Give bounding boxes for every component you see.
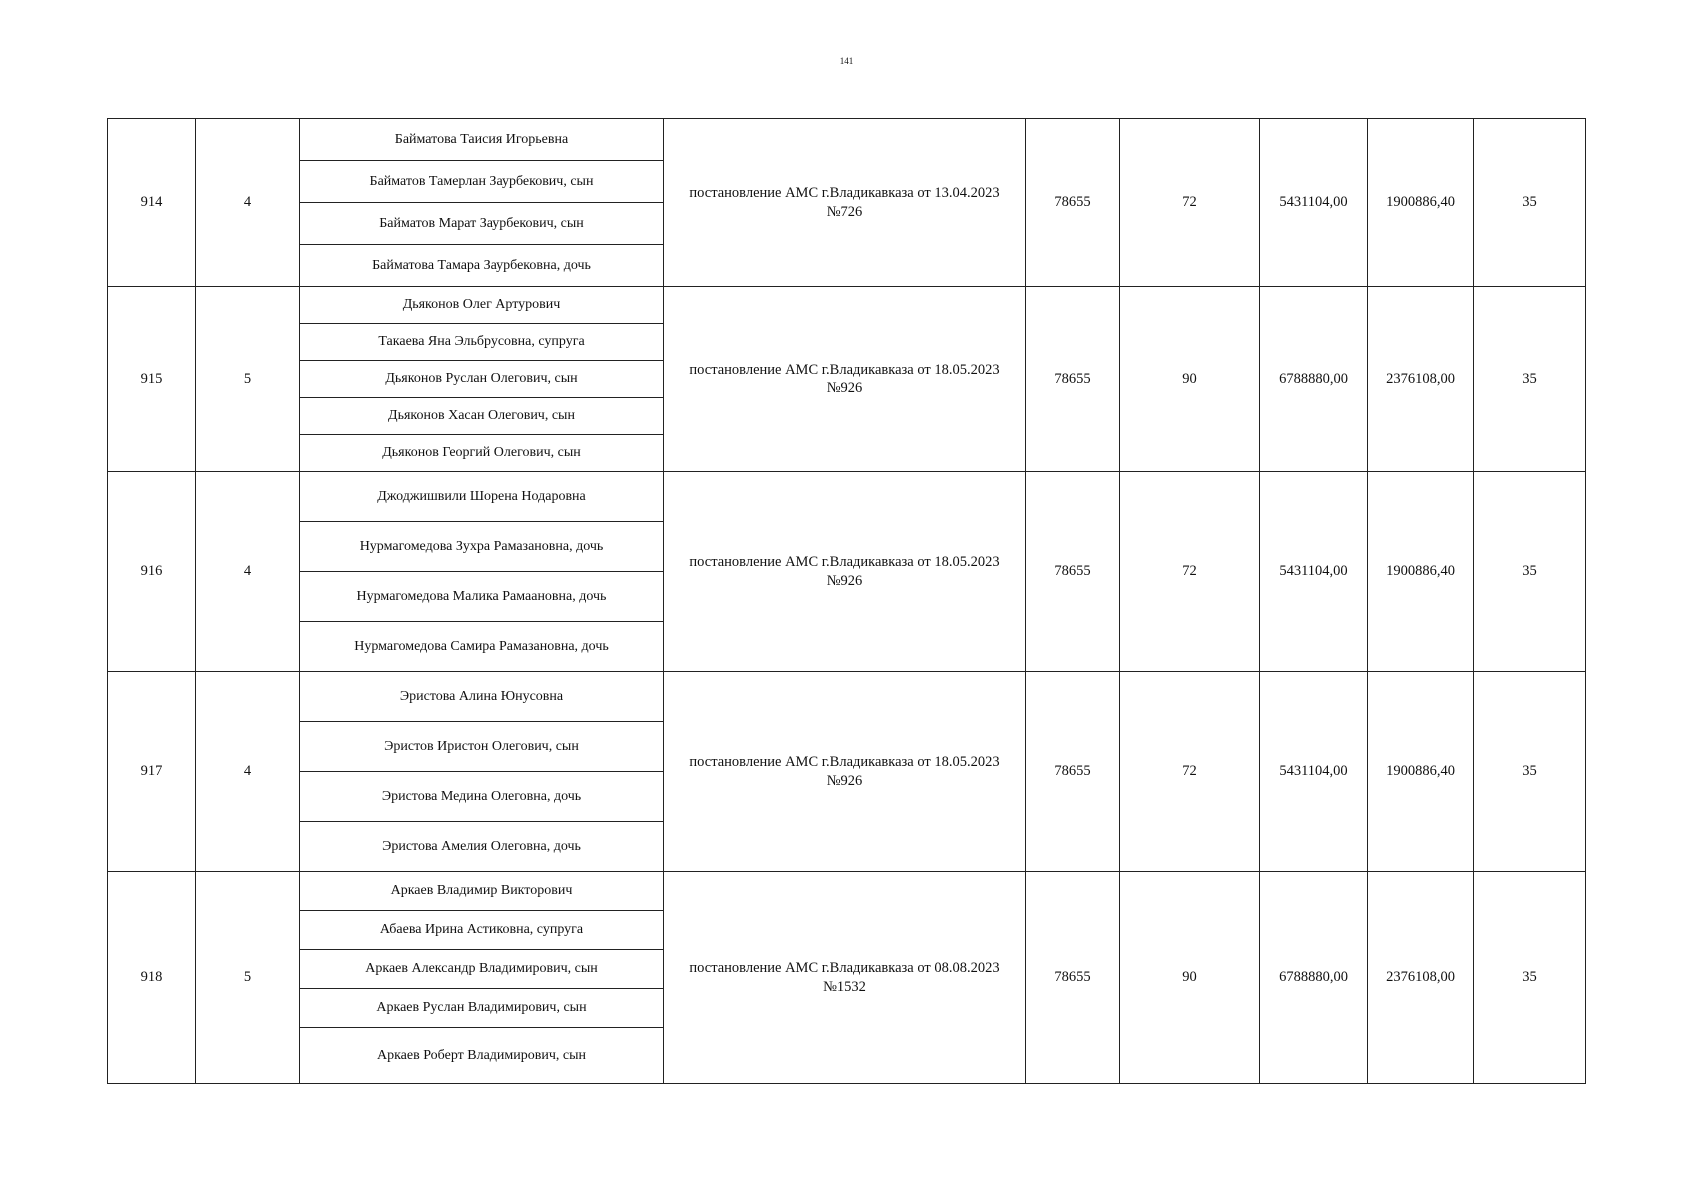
table-row: [108, 119, 1586, 161]
subsidy-amount: 2376108,00: [1368, 287, 1474, 472]
document-reference: [664, 872, 1026, 1084]
document-title: постановление АМС г.Владикавказа от 18.05.2023: [689, 554, 1000, 571]
family-member: Абаева Ирина Астиковна, супруга: [300, 911, 664, 950]
family-member: Эристова Алина Юнусовна: [300, 672, 664, 722]
family-member: Эристова Амелия Олеговна, дочь: [300, 822, 664, 872]
price-per-sqm: 78655: [1026, 119, 1120, 287]
family-member: Байматов Тамерлан Заурбекович, сын: [300, 161, 664, 203]
table-row: [108, 872, 1586, 911]
page-number: 141: [839, 56, 854, 66]
family-member: Байматова Таисия Игорьевна: [300, 119, 664, 161]
subsidy-amount: 1900886,40: [1368, 119, 1474, 287]
subsidy-amount: 2376108,00: [1368, 872, 1474, 1084]
total-cost: 6788880,00: [1260, 872, 1368, 1084]
price-per-sqm: 78655: [1026, 472, 1120, 672]
total-cost: 6788880,00: [1260, 287, 1368, 472]
family-size: 4: [196, 472, 300, 672]
row-number: 917: [108, 672, 196, 872]
family-size: 4: [196, 119, 300, 287]
total-cost: 5431104,00: [1260, 472, 1368, 672]
total-cost: 5431104,00: [1260, 672, 1368, 872]
document-title: постановление АМС г.Владикавказа от 08.08.2023: [689, 960, 1000, 977]
document-reference: [664, 119, 1026, 287]
register-body: [108, 119, 1586, 1084]
family-member: Дьяконов Олег Артурович: [300, 287, 664, 324]
family-member: Аркаев Владимир Викторович: [300, 872, 664, 911]
family-member: Аркаев Роберт Владимирович, сын: [300, 1028, 664, 1084]
family-member: Джоджишвили Шорена Нодаровна: [300, 472, 664, 522]
document-number: №726: [826, 203, 863, 220]
family-member: Дьяконов Хасан Олегович, сын: [300, 398, 664, 435]
document-title: постановление АМС г.Владикавказа от 18.05.2023: [689, 361, 1000, 378]
percent: 35: [1474, 472, 1586, 672]
area: 72: [1120, 472, 1260, 672]
price-per-sqm: 78655: [1026, 672, 1120, 872]
document-reference: [664, 672, 1026, 872]
family-size: 5: [196, 872, 300, 1084]
percent: 35: [1474, 672, 1586, 872]
document-number: №926: [826, 380, 863, 396]
family-member: Нурмагомедова Самира Рамазановна, дочь: [300, 622, 664, 672]
row-number: 915: [108, 287, 196, 472]
percent: 35: [1474, 872, 1586, 1084]
area: 72: [1120, 119, 1260, 287]
family-member: Дьяконов Георгий Олегович, сын: [300, 435, 664, 472]
row-number: 916: [108, 472, 196, 672]
family-member: Эристова Медина Олеговна, дочь: [300, 772, 664, 822]
family-member: Дьяконов Руслан Олегович, сын: [300, 361, 664, 398]
document-number: №926: [826, 572, 863, 589]
area: 90: [1120, 287, 1260, 472]
row-number: 914: [108, 119, 196, 287]
family-size: 5: [196, 287, 300, 472]
family-member: Байматова Тамара Заурбековна, дочь: [300, 245, 664, 287]
table-row: [108, 672, 1586, 722]
area: 90: [1120, 872, 1260, 1084]
price-per-sqm: 78655: [1026, 872, 1120, 1084]
family-size: 4: [196, 672, 300, 872]
document-reference: [664, 472, 1026, 672]
area: 72: [1120, 672, 1260, 872]
document-reference: [664, 287, 1026, 472]
row-number: 918: [108, 872, 196, 1084]
family-member: Эристов Иристон Олегович, сын: [300, 722, 664, 772]
document-title: постановление АМС г.Владикавказа от 18.05.2023: [689, 754, 1000, 771]
document-number: №926: [826, 772, 863, 789]
family-member: Нурмагомедова Зухра Рамазановна, дочь: [300, 522, 664, 572]
document-number: №1532: [823, 978, 866, 995]
family-member: Аркаев Александр Владимирович, сын: [300, 950, 664, 989]
document-title: постановление АМС г.Владикавказа от 13.04.2023: [689, 185, 1000, 202]
total-cost: 5431104,00: [1260, 119, 1368, 287]
family-member: Байматов Марат Заурбекович, сын: [300, 203, 664, 245]
subsidy-amount: 1900886,40: [1368, 672, 1474, 872]
family-member: Такаева Яна Эльбрусовна, супруга: [300, 324, 664, 361]
percent: 35: [1474, 287, 1586, 472]
family-member: Нурмагомедова Малика Рамаановна, дочь: [300, 572, 664, 622]
percent: 35: [1474, 119, 1586, 287]
price-per-sqm: 78655: [1026, 287, 1120, 472]
family-member: Аркаев Руслан Владимирович, сын: [300, 989, 664, 1028]
subsidy-amount: 1900886,40: [1368, 472, 1474, 672]
table-row: [108, 472, 1586, 522]
table-row: [108, 287, 1586, 324]
register-table: [107, 118, 1586, 1084]
